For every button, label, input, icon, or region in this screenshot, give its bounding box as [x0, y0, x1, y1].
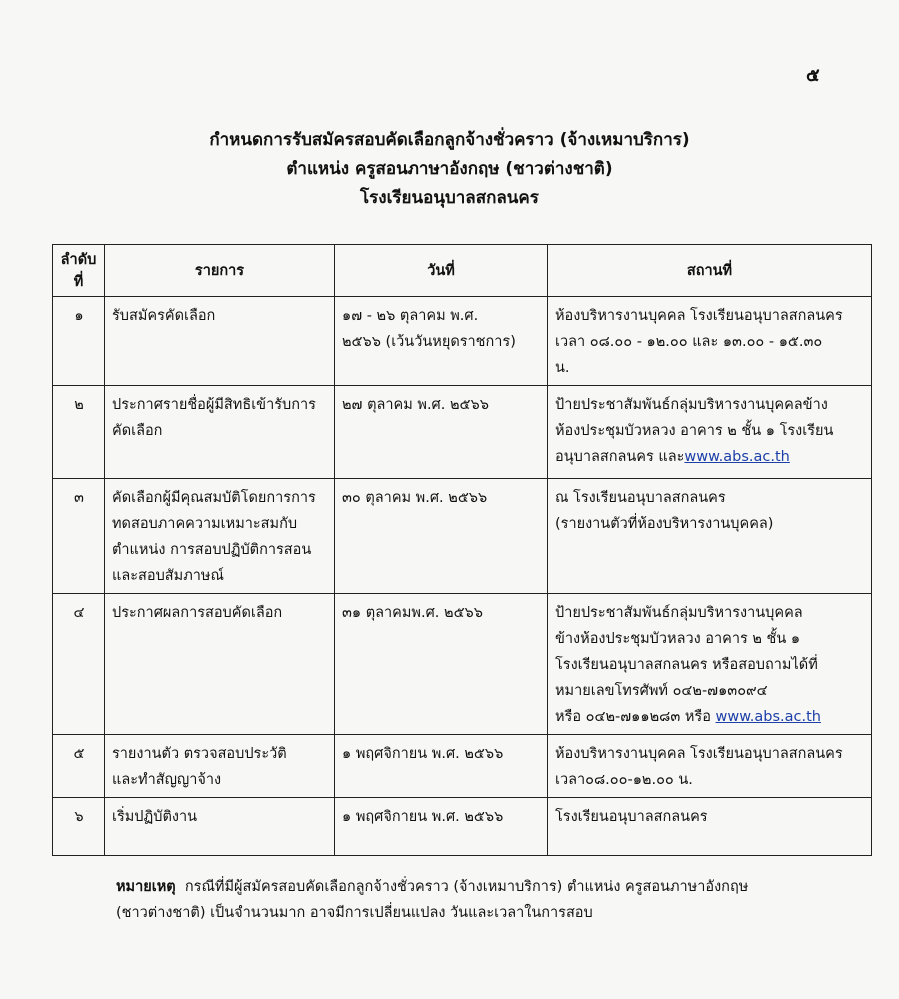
row-item — [105, 386, 335, 479]
cell-text: หรือ ๐๔๒-๗๑๑๒๘๓ หรือ — [555, 709, 716, 725]
row-place — [548, 798, 872, 856]
cell-line: ประกาศรายชื่อผู้มีสิทธิเข้ารับการ — [112, 397, 316, 413]
cell-text: อนุบาลสกลนคร และ — [555, 449, 685, 465]
cell-line: น. — [555, 360, 570, 376]
title-line-3: โรงเรียนอนุบาลสกลนคร — [360, 188, 539, 208]
table-row — [53, 386, 872, 479]
schedule-table — [52, 244, 872, 856]
cell-line: ประกาศผลการสอบคัดเลือก — [112, 605, 283, 621]
website-link[interactable]: www.abs.ac.th — [684, 449, 790, 465]
row-place — [548, 479, 872, 594]
cell-line: และสอบสัมภาษณ์ — [112, 568, 224, 584]
remark-line-2: (ชาวต่างชาติ) เป็นจำนวนมาก อาจมีการเปลี่ยนแปลง วันและเวลาในการสอบ — [116, 905, 593, 921]
table-header-row — [53, 245, 872, 297]
remark-text-1: กรณีที่มีผู้สมัครสอบคัดเลือกลูกจ้างชั่วคราว (จ้างเหมาบริการ) ตำแหน่ง ครูสอนภาษาอังกฤษ — [184, 879, 749, 895]
cell-line: ๒๕๖๖ (เว้นวันหยุดราชการ) — [342, 334, 516, 350]
website-link[interactable]: www.abs.ac.th — [715, 709, 821, 725]
row-date — [335, 798, 548, 856]
document-title — [0, 126, 899, 213]
row-item — [105, 735, 335, 798]
remark-note — [116, 874, 846, 926]
header-order-line-2: ที่ — [73, 273, 84, 290]
table-row — [53, 735, 872, 798]
cell-line: เวลา ๐๘.๐๐ - ๑๒.๐๐ และ ๑๓.๐๐ - ๑๕.๓๐ — [555, 334, 823, 350]
cell-line: รายงานตัว ตรวจสอบประวัติ — [112, 746, 287, 762]
header-date: วันที่ — [335, 245, 548, 297]
table-row — [53, 297, 872, 386]
remark-label: หมายเหตุ — [116, 879, 176, 895]
cell-line: ป้ายประชาสัมพันธ์กลุ่มบริหารงานบุคคล — [555, 605, 803, 621]
cell-line: โรงเรียนอนุบาลสกลนคร — [555, 809, 708, 825]
cell-line: ๓๑ ตุลาคมพ.ศ. ๒๕๖๖ — [342, 605, 483, 621]
row-number: ๔ — [53, 594, 105, 735]
cell-line: ห้องประชุมบัวหลวง อาคาร ๒ ชั้น ๑ โรงเรียน — [555, 423, 834, 439]
remark-line-1 — [116, 874, 846, 900]
cell-line: ณ โรงเรียนอนุบาลสกลนคร — [555, 490, 726, 506]
row-item — [105, 798, 335, 856]
row-item — [105, 297, 335, 386]
row-date — [335, 297, 548, 386]
cell-line: คัดเลือกผู้มีคุณสมบัติโดยการการ — [112, 490, 316, 506]
cell-line: เวลา๐๘.๐๐-๑๒.๐๐ น. — [555, 772, 693, 788]
cell-line: ตำแหน่ง การสอบปฏิบัติการสอน — [112, 542, 312, 558]
row-number: ๕ — [53, 735, 105, 798]
cell-line: หมายเลขโทรศัพท์ ๐๔๒-๗๑๓๐๙๔ — [555, 683, 768, 699]
cell-line: คัดเลือก — [112, 423, 163, 439]
cell-line: ข้างห้องประชุมบัวหลวง อาคาร ๒ ชั้น ๑ — [555, 631, 801, 647]
row-number: ๓ — [53, 479, 105, 594]
row-place — [548, 297, 872, 386]
cell-line: เริ่มปฏิบัติงาน — [112, 809, 197, 825]
header-order-line-1: ลำดับ — [60, 251, 97, 268]
header-place: สถานที่ — [548, 245, 872, 297]
cell-line: ๓๐ ตุลาคม พ.ศ. ๒๕๖๖ — [342, 490, 488, 506]
row-date — [335, 479, 548, 594]
title-line-2: ตำแหน่ง ครูสอนภาษาอังกฤษ (ชาวต่างชาติ) — [286, 159, 613, 179]
header-item: รายการ — [105, 245, 335, 297]
cell-line: ทดสอบภาคความเหมาะสมกับ — [112, 516, 298, 532]
table-row — [53, 594, 872, 735]
row-date — [335, 386, 548, 479]
title-line-1: กำหนดการรับสมัครสอบคัดเลือกลูกจ้างชั่วคราว (จ้างเหมาบริการ) — [209, 130, 690, 150]
cell-line: ๑ พฤศจิกายน พ.ศ. ๒๕๖๖ — [342, 809, 504, 825]
cell-line: ห้องบริหารงานบุคคล โรงเรียนอนุบาลสกลนคร — [555, 308, 843, 324]
cell-line: ๑๗ - ๒๖ ตุลาคม พ.ศ. — [342, 308, 479, 324]
row-date — [335, 735, 548, 798]
row-item — [105, 479, 335, 594]
row-date — [335, 594, 548, 735]
row-item — [105, 594, 335, 735]
row-number: ๖ — [53, 798, 105, 856]
cell-line: ป้ายประชาสัมพันธ์กลุ่มบริหารงานบุคคลข้าง — [555, 397, 828, 413]
page-number: ๕ — [806, 65, 820, 86]
cell-line: โรงเรียนอนุบาลสกลนคร หรือสอบถามได้ที่ — [555, 657, 818, 673]
table-row — [53, 479, 872, 594]
header-order — [53, 245, 105, 297]
cell-line: ห้องบริหารงานบุคคล โรงเรียนอนุบาลสกลนคร — [555, 746, 843, 762]
row-place — [548, 386, 872, 479]
cell-line — [555, 704, 865, 730]
cell-line: ๒๗ ตุลาคม พ.ศ. ๒๕๖๖ — [342, 397, 489, 413]
row-number: ๑ — [53, 297, 105, 386]
cell-line: รับสมัครคัดเลือก — [112, 308, 216, 324]
cell-line: (รายงานตัวที่ห้องบริหารงานบุคคล) — [555, 516, 774, 532]
cell-line: และทำสัญญาจ้าง — [112, 772, 222, 788]
row-number: ๒ — [53, 386, 105, 479]
row-place — [548, 594, 872, 735]
table-row — [53, 798, 872, 856]
cell-line: ๑ พฤศจิกายน พ.ศ. ๒๕๖๖ — [342, 746, 504, 762]
cell-line — [555, 444, 865, 470]
row-place — [548, 735, 872, 798]
